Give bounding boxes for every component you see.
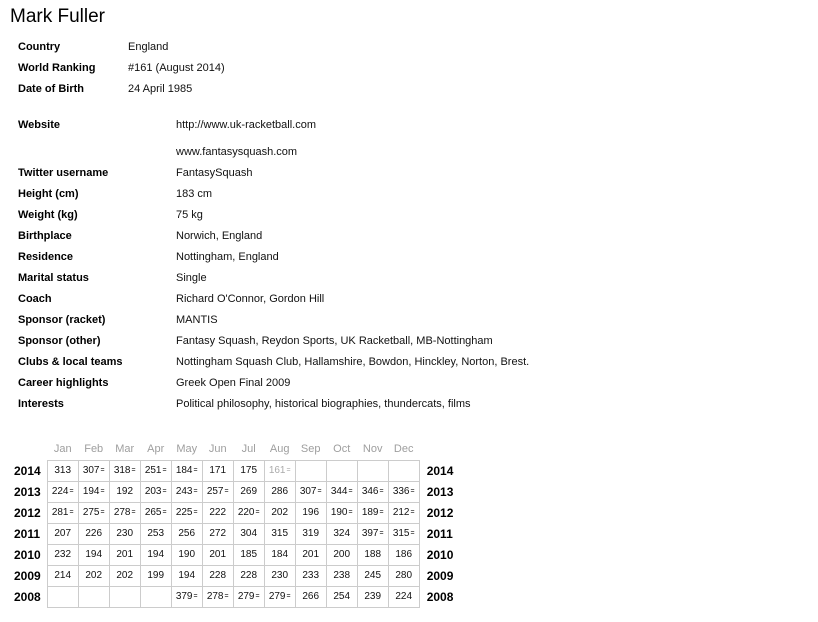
profile-row — [18, 142, 818, 163]
ranking-cell — [233, 586, 264, 607]
profile-field-label — [18, 142, 176, 163]
ranking-cell — [264, 586, 295, 607]
month-header: Nov — [362, 442, 383, 455]
profile-field-label: Website — [18, 119, 60, 131]
year-label-right: 2009 — [426, 568, 454, 583]
equal-rank-marker: = — [348, 487, 353, 495]
ranking-row — [14, 586, 459, 607]
ranking-cell: 185 — [233, 544, 264, 565]
ranking-cell: 226 — [78, 523, 109, 544]
profile-row — [18, 37, 818, 58]
profile-field-value: 183 cm — [176, 188, 213, 200]
ranking-cell: 286 — [264, 481, 295, 502]
profile-field-label: Marital status — [18, 272, 89, 284]
ranking-value: 220 — [237, 507, 255, 518]
ranking-cell: 230 — [109, 523, 140, 544]
ranking-cell: 232 — [47, 544, 78, 565]
profile-field-value: Nottingham, England — [176, 251, 279, 263]
equal-rank-marker: = — [69, 508, 74, 516]
month-header: Jul — [241, 442, 256, 455]
month-header: Jun — [208, 442, 227, 455]
month-header: Sep — [300, 442, 321, 455]
equal-rank-marker: = — [69, 487, 74, 495]
equal-rank-marker: = — [255, 592, 260, 600]
ranking-cell — [388, 502, 419, 523]
ranking-cell — [109, 460, 140, 481]
ranking-cell: 202 — [109, 565, 140, 586]
year-label-right: 2010 — [426, 547, 454, 562]
profile-block-secondary — [18, 115, 818, 415]
profile-field-value: http://www.uk-racketball.com — [176, 119, 316, 131]
equal-rank-marker: = — [255, 508, 260, 516]
ranking-cell — [388, 523, 419, 544]
ranking-cell: 238 — [326, 565, 357, 586]
ranking-value: 275 — [82, 507, 100, 518]
profile-row — [18, 373, 818, 394]
ranking-cell — [388, 460, 419, 481]
ranking-value: 315 — [392, 528, 410, 539]
year-label-right: 2014 — [426, 463, 454, 478]
profile-row — [18, 58, 818, 79]
profile-row — [18, 226, 818, 247]
ranking-cell: 230 — [264, 565, 295, 586]
profile-field-label: Coach — [18, 293, 52, 305]
ranking-cell: 254 — [326, 586, 357, 607]
ranking-cell: 201 — [295, 544, 326, 565]
profile-field-label: Date of Birth — [18, 83, 84, 95]
profile-field-value: England — [128, 41, 169, 53]
ranking-value: 194 — [82, 486, 100, 497]
year-label-right: 2013 — [426, 484, 454, 499]
profile-field-value: Single — [176, 272, 207, 284]
equal-rank-marker: = — [100, 466, 105, 474]
profile-field-value: Political philosophy, historical biographies, thundercats, films — [176, 398, 471, 410]
profile-field-label: Clubs & local teams — [18, 356, 123, 368]
profile-row — [18, 115, 818, 136]
ranking-cell — [78, 502, 109, 523]
equal-rank-marker: = — [162, 508, 167, 516]
equal-rank-marker: = — [379, 529, 384, 537]
ranking-cell: 315 — [264, 523, 295, 544]
ranking-row — [14, 502, 459, 523]
ranking-cell — [171, 586, 202, 607]
ranking-cell: 269 — [233, 481, 264, 502]
profile-field-label: Residence — [18, 251, 74, 263]
equal-rank-marker: = — [379, 487, 384, 495]
profile-row — [18, 289, 818, 310]
ranking-cell: 319 — [295, 523, 326, 544]
ranking-table-body — [14, 460, 459, 607]
profile-field-label: Sponsor (racket) — [18, 314, 106, 326]
ranking-cell — [140, 586, 171, 607]
equal-rank-marker: = — [131, 466, 136, 474]
ranking-value: 279 — [268, 591, 286, 602]
ranking-cell — [326, 460, 357, 481]
ranking-table — [14, 438, 459, 608]
year-label-left: 2012 — [14, 505, 41, 520]
ranking-table-head — [14, 438, 459, 460]
year-label-left: 2014 — [14, 463, 41, 478]
ranking-value: 307 — [299, 486, 317, 497]
ranking-value: 161 — [268, 465, 286, 476]
profile-field-label: Weight (kg) — [18, 209, 78, 221]
ranking-cell — [171, 502, 202, 523]
ranking-row — [14, 544, 459, 565]
year-label-left: 2011 — [14, 526, 41, 541]
ranking-cell: 313 — [47, 460, 78, 481]
ranking-cell — [357, 481, 388, 502]
ranking-cell — [140, 502, 171, 523]
ranking-cell: 224 — [388, 586, 419, 607]
ranking-cell: 202 — [264, 502, 295, 523]
ranking-cell: 175 — [233, 460, 264, 481]
month-header: Apr — [147, 442, 165, 455]
ranking-value: 344 — [330, 486, 348, 497]
ranking-row — [14, 523, 459, 544]
ranking-cell — [109, 502, 140, 523]
ranking-cell — [47, 481, 78, 502]
ranking-cell: 324 — [326, 523, 357, 544]
ranking-cell — [78, 481, 109, 502]
equal-rank-marker: = — [162, 466, 167, 474]
ranking-value: 307 — [82, 465, 100, 476]
ranking-cell — [326, 502, 357, 523]
profile-row — [18, 79, 818, 100]
profile-field-value: 75 kg — [176, 209, 203, 221]
ranking-cell: 202 — [78, 565, 109, 586]
equal-rank-marker: = — [410, 487, 415, 495]
ranking-value: 212 — [392, 507, 410, 518]
year-label-right: 2012 — [426, 505, 454, 520]
ranking-cell: 266 — [295, 586, 326, 607]
profile-row — [18, 205, 818, 226]
ranking-value: 346 — [361, 486, 379, 497]
ranking-corner-right — [419, 438, 459, 460]
ranking-cell — [357, 523, 388, 544]
ranking-cell: 256 — [171, 523, 202, 544]
equal-rank-marker: = — [348, 508, 353, 516]
ranking-cell — [109, 586, 140, 607]
equal-rank-marker: = — [193, 508, 198, 516]
month-header: Dec — [393, 442, 414, 455]
equal-rank-marker: = — [286, 466, 291, 474]
month-header: Jan — [53, 442, 72, 455]
profile-field-value: Nottingham Squash Club, Hallamshire, Bowdon, Hinckley, Norton, Brest. — [176, 356, 530, 368]
ranking-cell: 228 — [202, 565, 233, 586]
ranking-cell: 200 — [326, 544, 357, 565]
ranking-value: 318 — [113, 465, 131, 476]
ranking-header-row — [14, 438, 459, 460]
ranking-value: 224 — [51, 486, 69, 497]
ranking-cell: 228 — [233, 565, 264, 586]
ranking-cell — [233, 502, 264, 523]
ranking-cell: 194 — [78, 544, 109, 565]
year-label-right: 2008 — [426, 589, 454, 604]
ranking-cell — [357, 502, 388, 523]
ranking-cell: 253 — [140, 523, 171, 544]
equal-rank-marker: = — [100, 508, 105, 516]
ranking-value: 189 — [361, 507, 379, 518]
ranking-cell: 194 — [140, 544, 171, 565]
equal-rank-marker: = — [193, 466, 198, 474]
ranking-cell: 171 — [202, 460, 233, 481]
ranking-cell: 201 — [109, 544, 140, 565]
equal-rank-marker: = — [193, 592, 198, 600]
profile-field-value: FantasySquash — [176, 167, 253, 179]
profile-field-label: Twitter username — [18, 167, 109, 179]
profile-row — [18, 394, 818, 415]
equal-rank-marker: = — [100, 487, 105, 495]
equal-rank-marker: = — [286, 592, 291, 600]
year-label-left: 2010 — [14, 547, 41, 562]
ranking-cell — [264, 460, 295, 481]
ranking-value: 257 — [206, 486, 224, 497]
equal-rank-marker: = — [224, 592, 229, 600]
ranking-row — [14, 460, 459, 481]
month-header: Feb — [84, 442, 104, 455]
ranking-cell: 184 — [264, 544, 295, 565]
profile-field-value: Richard O'Connor, Gordon Hill — [176, 293, 325, 305]
ranking-cell — [295, 460, 326, 481]
month-header: Oct — [333, 442, 351, 455]
ranking-value: 190 — [330, 507, 348, 518]
profile-field-value: Norwich, England — [176, 230, 263, 242]
month-header: Mar — [115, 442, 135, 455]
ranking-cell — [140, 460, 171, 481]
ranking-value: 379 — [175, 591, 193, 602]
year-label-left: 2008 — [14, 589, 41, 604]
ranking-cell — [78, 460, 109, 481]
ranking-cell: 214 — [47, 565, 78, 586]
equal-rank-marker: = — [410, 529, 415, 537]
ranking-cell: 222 — [202, 502, 233, 523]
profile-field-label: Country — [18, 41, 61, 53]
month-header: May — [176, 442, 198, 455]
equal-rank-marker: = — [379, 508, 384, 516]
ranking-cell: 196 — [295, 502, 326, 523]
ranking-cell — [388, 481, 419, 502]
profile-block-primary — [18, 37, 818, 100]
profile-row — [18, 331, 818, 352]
ranking-cell — [47, 586, 78, 607]
ranking-row — [14, 481, 459, 502]
ranking-cell — [202, 481, 233, 502]
profile-field-label: Interests — [18, 398, 64, 410]
ranking-value: 251 — [144, 465, 162, 476]
ranking-value: 279 — [237, 591, 255, 602]
equal-rank-marker: = — [162, 487, 167, 495]
year-label-right: 2011 — [426, 526, 453, 541]
ranking-cell: 233 — [295, 565, 326, 586]
ranking-cell: 186 — [388, 544, 419, 565]
ranking-corner-left — [14, 438, 47, 460]
ranking-value: 184 — [175, 465, 193, 476]
profile-field-label: Height (cm) — [18, 188, 79, 200]
ranking-value: 278 — [113, 507, 131, 518]
ranking-cell: 201 — [202, 544, 233, 565]
ranking-cell — [326, 481, 357, 502]
ranking-cell — [357, 460, 388, 481]
ranking-cell — [47, 502, 78, 523]
ranking-cell: 192 — [109, 481, 140, 502]
ranking-value: 225 — [175, 507, 193, 518]
equal-rank-marker: = — [131, 508, 136, 516]
equal-rank-marker: = — [410, 508, 415, 516]
ranking-value: 243 — [175, 486, 193, 497]
ranking-cell: 304 — [233, 523, 264, 544]
ranking-cell — [140, 481, 171, 502]
profile-row — [18, 310, 818, 331]
ranking-value: 336 — [392, 486, 410, 497]
ranking-cell: 239 — [357, 586, 388, 607]
profile-field-value: #161 (August 2014) — [128, 62, 225, 74]
profile-row — [18, 184, 818, 205]
profile-field-label: World Ranking — [18, 62, 96, 74]
ranking-value: 397 — [361, 528, 379, 539]
month-header: Aug — [269, 442, 290, 455]
ranking-cell — [202, 586, 233, 607]
ranking-value: 265 — [144, 507, 162, 518]
ranking-cell: 194 — [171, 565, 202, 586]
ranking-cell: 190 — [171, 544, 202, 565]
ranking-row — [14, 565, 459, 586]
ranking-cell: 272 — [202, 523, 233, 544]
year-label-left: 2013 — [14, 484, 41, 499]
profile-row — [18, 352, 818, 373]
ranking-value: 278 — [206, 591, 224, 602]
profile-field-label: Career highlights — [18, 377, 109, 389]
page-title: Mark Fuller — [10, 6, 106, 27]
ranking-history-section — [14, 438, 818, 608]
ranking-cell — [171, 460, 202, 481]
ranking-cell — [295, 481, 326, 502]
ranking-value: 203 — [144, 486, 162, 497]
ranking-cell: 245 — [357, 565, 388, 586]
profile-field-label: Birthplace — [18, 230, 72, 242]
equal-rank-marker: = — [224, 487, 229, 495]
ranking-cell — [171, 481, 202, 502]
ranking-cell: 280 — [388, 565, 419, 586]
profile-row — [18, 247, 818, 268]
profile-field-label: Sponsor (other) — [18, 335, 101, 347]
ranking-value: 281 — [51, 507, 69, 518]
ranking-cell: 199 — [140, 565, 171, 586]
equal-rank-marker: = — [193, 487, 198, 495]
profile-row — [18, 163, 818, 184]
profile-field-value: 24 April 1985 — [128, 83, 193, 95]
player-profile-page — [0, 5, 818, 622]
profile-field-value: MANTIS — [176, 314, 218, 326]
ranking-cell: 207 — [47, 523, 78, 544]
profile-field-value: Greek Open Final 2009 — [176, 377, 291, 389]
year-label-left: 2009 — [14, 568, 41, 583]
profile-field-value: Fantasy Squash, Reydon Sports, UK Racketball, MB-Nottingham — [176, 335, 493, 347]
ranking-cell: 188 — [357, 544, 388, 565]
equal-rank-marker: = — [317, 487, 322, 495]
profile-row — [18, 268, 818, 289]
ranking-cell — [78, 586, 109, 607]
profile-field-value: www.fantasysquash.com — [176, 146, 298, 158]
